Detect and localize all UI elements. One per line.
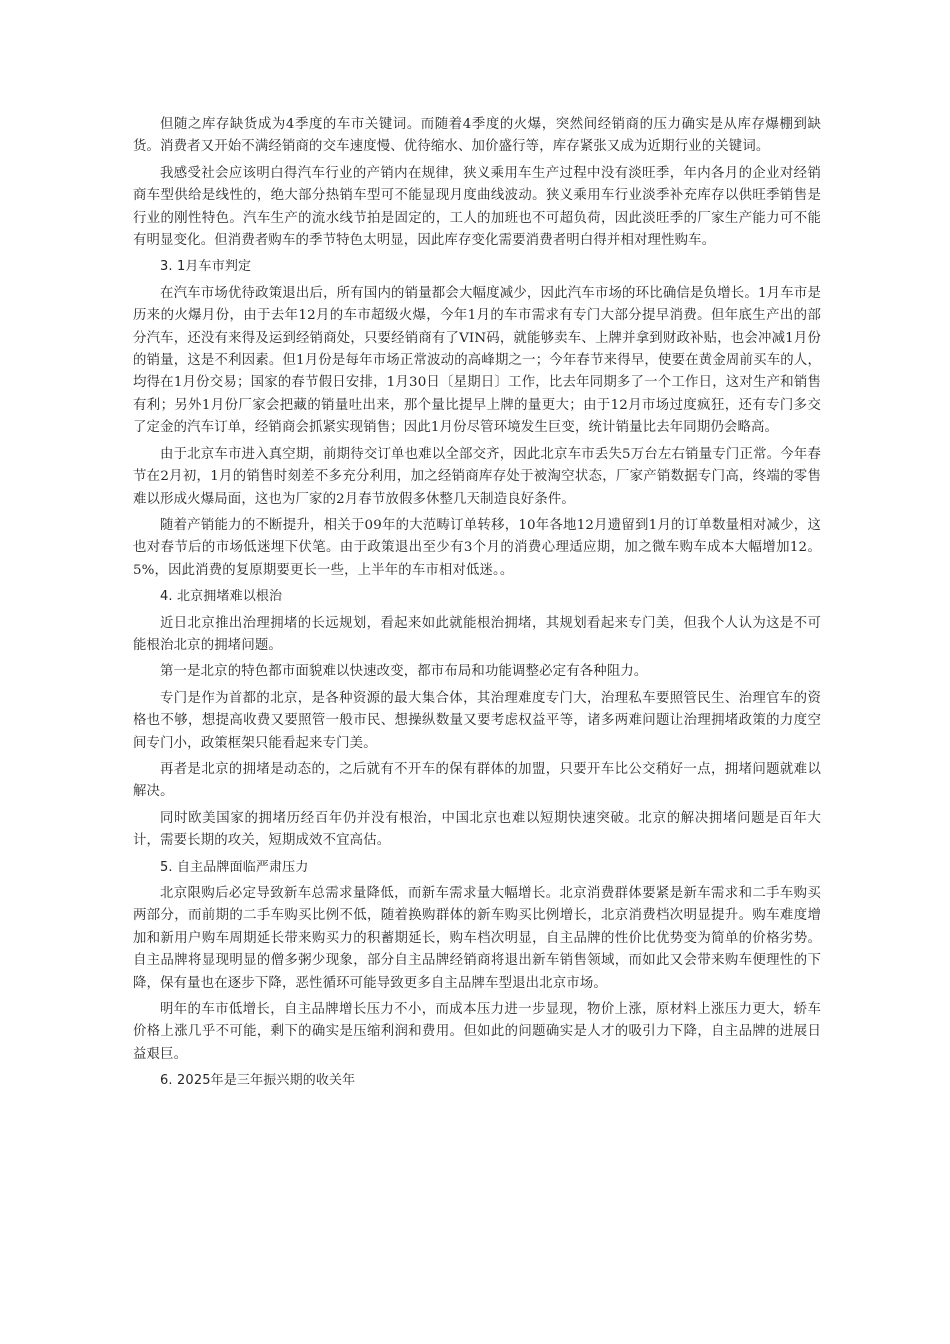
section-heading-revitalization-year: 6. 2025年是三年振兴期的收关年 (160, 1073, 356, 1089)
paragraph-long-term-effort: 同时欧美国家的拥堵历经百年仍并没有根治，中国北京也难以短期快速突破。北京的解决拥堵问题是百年大计，需要长期的攻关，短期成效不宜高估。 (133, 810, 821, 849)
paragraph-beijing-market-vacuum: 由于北京车市进入真空期，前期待交订单也难以全部交齐，因此北京车市丢失5万台左右销量专门正常。今年春节在2月初，1月的销售时刻差不多充分利用，加之经销商库存处于被淘空状态，厂家产销数据专门高，终端的零售难以形成火爆局面，这也为厂家的2月春节放假多休整几天制造良好条件。 (133, 446, 821, 507)
paragraph-dynamic-congestion: 再者是北京的拥堵是动态的，之后就有不开车的保有群体的加盟，只要开车比公交稍好一点，拥堵问题就难以解决。 (133, 761, 821, 800)
section-heading-domestic-brands: 5. 自主品牌面临严肃压力 (160, 859, 309, 875)
section-heading-beijing-congestion: 4. 北京拥堵难以根治 (160, 589, 283, 605)
document-page (133, 114, 821, 1097)
paragraph-congestion-plan: 近日北京推出治理拥堵的长远规划，看起来如此就能根治拥堵，其规划看起来专门美，但我个人认为这是不可能根治北京的拥堵问题。 (133, 615, 821, 653)
paragraph-capital-difficulty: 专门是作为首都的北京，是各种资源的最大集合体，其治理难度专门大，治理私车要照管民生、治理官车的资格也不够，想提高收费又要照管一般市民、想操纵数量又要考虑权益平等，诸多两难问题让治理拥堵政策的力度空间专门小，政策框架只能看起来专门美。 (133, 690, 821, 751)
paragraph-purchase-restriction: 北京限购后必定导致新车总需求量降低，而新车需求量大幅增长。北京消费群体要紧是新车需求和二手车购买两部分，而前期的二手车购买比例不低，随着换购群体的新车购买比例增长，北京消费档次明显提升。购车难度增加和新用户购车周期延长带来购买力的积蓄期延长，购车档次明显，自主品牌的性价比优势变为简单的价格劣势。自主品牌将显现明显的僧多粥少现象，部分自主品牌经销商将退出新车销售领域，而如此又会带来购车便理性的下降，保有量也在逐步下降，恶性循环可能导致更多自主品牌车型退出北京市场。 (133, 886, 821, 991)
paragraph-january-forecast: 在汽车市场优待政策退出后，所有国内的销量都会大幅度减少，因此汽车市场的环比确信是负增长。1月车市是历来的火爆月份，由于去年12月的车市超级火爆，今年1月的车市需求有专门大部分提早消费。但年底生产出的部分汽车，还没有来得及运到经销商处，只要经销商有了VIN码，就能够卖车、上牌并拿到财政补贴，也会冲减1月份的销量，这是不利因素。但1月份是每年市场正常波动的高峰期之一；今年春节来得早，使要在黄金周前买车的人，均得在1月份交易；国家的春节假日安排，1月30日〔星期日〕工作，比去年同期多了一个工作日，这对生产和销售有利；另外1月份厂家会把藏的销量吐出来，那个量比提早上牌的量更大；由于12月市场过度疯狂，还有专门多交了定金的汽车订单，经销商会抓紧实现销售；因此1月份尽管环境发生巨变，统计销量比去年同期仍会略高。 (133, 285, 821, 436)
paragraph-city-layout: 第一是北京的特色都市面貌难以快速改变，都市布局和功能调整必定有各种阻力。 (160, 664, 648, 680)
paragraph-cost-pressure: 明年的车市低增长，自主品牌增长压力不小，而成本压力进一步显现，物价上涨，原材料上涨压力更大，轿车价格上涨几乎不可能，剩下的确实是压缩利润和费用。但如此的问题确实是人才的吸引力下降，自主品牌的进展日益艰巨。 (133, 1002, 821, 1062)
section-heading-january-market: 3. 1月车市判定 (160, 259, 252, 275)
paragraph-order-transfer: 随着产销能力的不断提升，相关于09年的大范畴订单转移，10年各地12月遗留到1月的订单数量相对减少，这也对春节后的市场低迷埋下伏笔。由于政策退出至少有3个月的消费心理适应期，加之微车购车成本大幅增加12。5%，因此消费的复原期要更长一些，上半年的车市相对低迷。。 (133, 517, 821, 578)
paragraph-production-rules: 我感受社会应该明白得汽车行业的产销内在规律，狭义乘用车生产过程中没有淡旺季，年内各月的企业对经销商车型供给是线性的，绝大部分热销车型可不能显现月度曲线波动。狭义乘用车行业淡季补充库存以供旺季销售是行业的刚性特色。汽车生产的流水线节拍是固定的，工人的加班也不可超负荷，因此淡旺季的厂家生产能力可不能有明显变化。但消费者购车的季节特色太明显，因此库存变化需要消费者明白得并相对理性购车。 (133, 165, 821, 249)
paragraph-inventory-shortage: 但随之库存缺货成为4季度的车市关键词。而随着4季度的火爆，突然间经销商的压力确实是从库存爆棚到缺货。消费者又开始不满经销商的交车速度慢、优待缩水、加价盛行等，库存紧张又成为近期行业的关键词。 (133, 117, 821, 155)
